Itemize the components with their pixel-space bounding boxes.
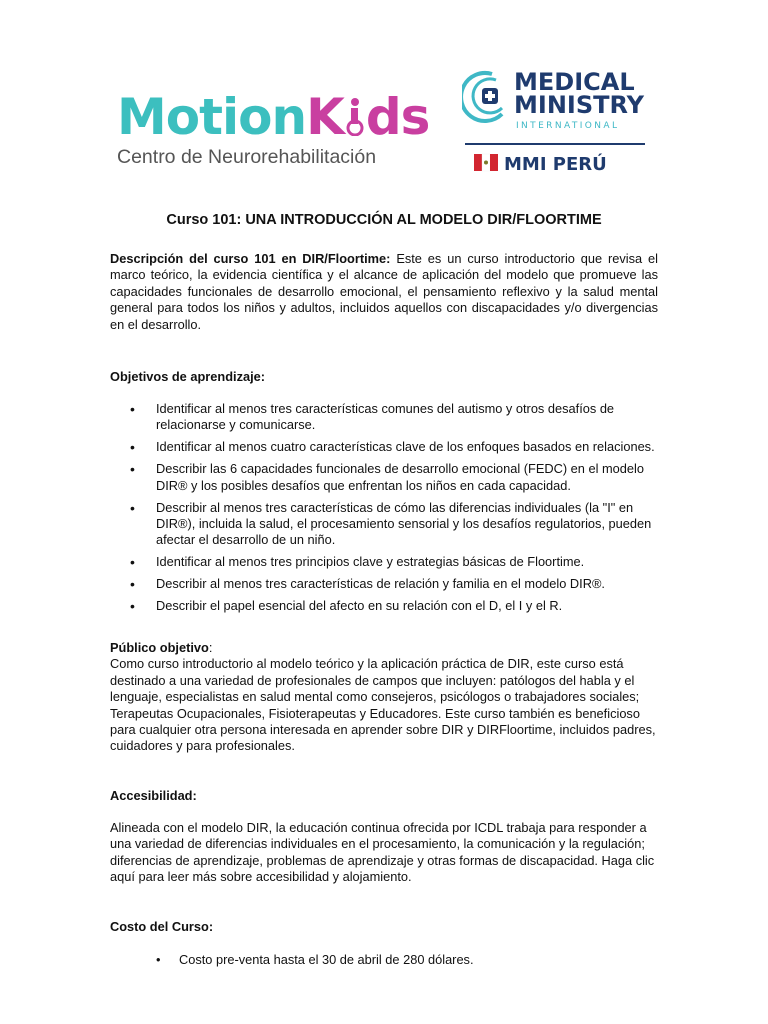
logo-part-moti: Moti bbox=[117, 88, 239, 146]
cost-item-text: Costo pre-venta hasta el 30 de abril de 280 dólares. bbox=[179, 952, 474, 967]
cost-heading-text: Costo del Curso: bbox=[110, 919, 214, 934]
mmi-divider bbox=[465, 143, 645, 145]
audience-heading-colon: : bbox=[208, 640, 213, 655]
objective-item: • Describir al menos tres características de cómo las diferencias individuales (la "I" en DIR®), incluida la salud, el procesamiento sensorial y los desafíos regulatorios, pueden afectar el desarrollo de un niño. bbox=[110, 500, 658, 549]
logo-part-on: on bbox=[238, 88, 307, 146]
peru-flag-icon bbox=[474, 154, 498, 171]
course-description bbox=[110, 251, 658, 333]
objective-item: • Describir el papel esencial del afecto en su relación con el D, el I y el R. bbox=[110, 598, 658, 614]
mmi-line-ministry: MINISTRY bbox=[514, 91, 645, 119]
objectives-list-container bbox=[110, 401, 658, 620]
objectives-heading-text: Objetivos de aprendizaje: bbox=[110, 369, 266, 384]
logo-subtitle: Centro de Neurorehabilitación bbox=[117, 146, 377, 168]
audience-heading-text: Público objetivo bbox=[110, 640, 209, 655]
cost-heading bbox=[110, 919, 658, 935]
objective-item: • Identificar al menos cuatro características clave de los enfoques basados en relaciones. bbox=[110, 439, 658, 455]
objective-item: • Describir las 6 capacidades funcionales de desarrollo emocional (FEDC) en el modelo DIR® y los posibles desafíos que enfrentan los niños en cada capacidad. bbox=[110, 461, 658, 494]
objective-item: • Describir al menos tres características de relación y familia en el modelo DIR®. bbox=[110, 576, 658, 592]
audience-heading bbox=[110, 640, 658, 656]
mmi-line-medical: MEDICAL bbox=[514, 68, 635, 96]
page-title: Curso 101: UNA INTRODUCCIÓN AL MODELO DIR/FLOORTIME bbox=[166, 212, 602, 228]
mmi-line-peru: MMI PERÚ bbox=[504, 154, 607, 175]
accessibility-heading-text: Accesibilidad: bbox=[110, 788, 197, 803]
accessibility-heading bbox=[110, 788, 658, 804]
objectives-heading bbox=[110, 369, 658, 385]
logo-part-ds: ds bbox=[365, 88, 430, 146]
medical-cross-icon bbox=[462, 73, 502, 121]
motionkids-logo bbox=[117, 88, 430, 172]
objective-item: • Identificar al menos tres principios clave y estrategias básicas de Floortime. bbox=[110, 554, 658, 570]
logo-part-k: K bbox=[306, 88, 344, 146]
audience-section bbox=[110, 640, 658, 755]
motionkids-wordmark bbox=[117, 88, 430, 146]
accessibility-text: Alineada con el modelo DIR, la educación continua ofrecida por ICDL trabaja para responder a una variedad de diferencias individuales en el procesamiento, la comunicación y la regulación; diferencias de aprendizaje, problemas de aprendizaje y otras formas de discapacidad. Haga clic aquí para leer más sobre accesibilidad y alojamiento. bbox=[110, 820, 655, 885]
objective-item: • Identificar al menos tres características comunes del autismo y otros desafíos de relacionarse y comunicarse. bbox=[110, 401, 658, 434]
mmi-logo bbox=[462, 66, 652, 178]
audience-text: Como curso introductorio al modelo teórico y la aplicación práctica de DIR, este curso está destinado a una variedad de profesionales de campos que incluyen: patólogos del habla y el lenguaje, especialistas en salud mental como consejeros, psicólogos o trabajadores sociales; Terapeutas Ocupacionales, Fisioterapeutas y Educadores. Este curso también es beneficioso para cualquier otra persona interesada en aprender sobre DIR y DIRFloortime, incluidos padres, cuidadores y para profesionales. bbox=[110, 656, 656, 754]
logo-wheelchair-icon bbox=[344, 94, 366, 134]
objectives-list bbox=[110, 401, 658, 614]
wheelchair-icon bbox=[344, 96, 366, 136]
description-label: Descripción del curso 101 en DIR/Floortime: bbox=[110, 251, 391, 266]
mmi-line-international: INTERNATIONAL bbox=[516, 121, 620, 131]
mmi-logo-graphic bbox=[462, 66, 652, 178]
description-text: Este es un curso introductorio que revisa el marco teórico, la evidencia científica y el alcance de aplicación del modelo que promueve las capacidades funcionales de desarrollo emocional, el pensamiento reflexivo y la salud mental general para todos los niños y adultos, incluidos aquellos con discapacidades y/o divergencias en el desarrollo. bbox=[110, 251, 658, 332]
bullet-icon: • bbox=[156, 952, 161, 967]
